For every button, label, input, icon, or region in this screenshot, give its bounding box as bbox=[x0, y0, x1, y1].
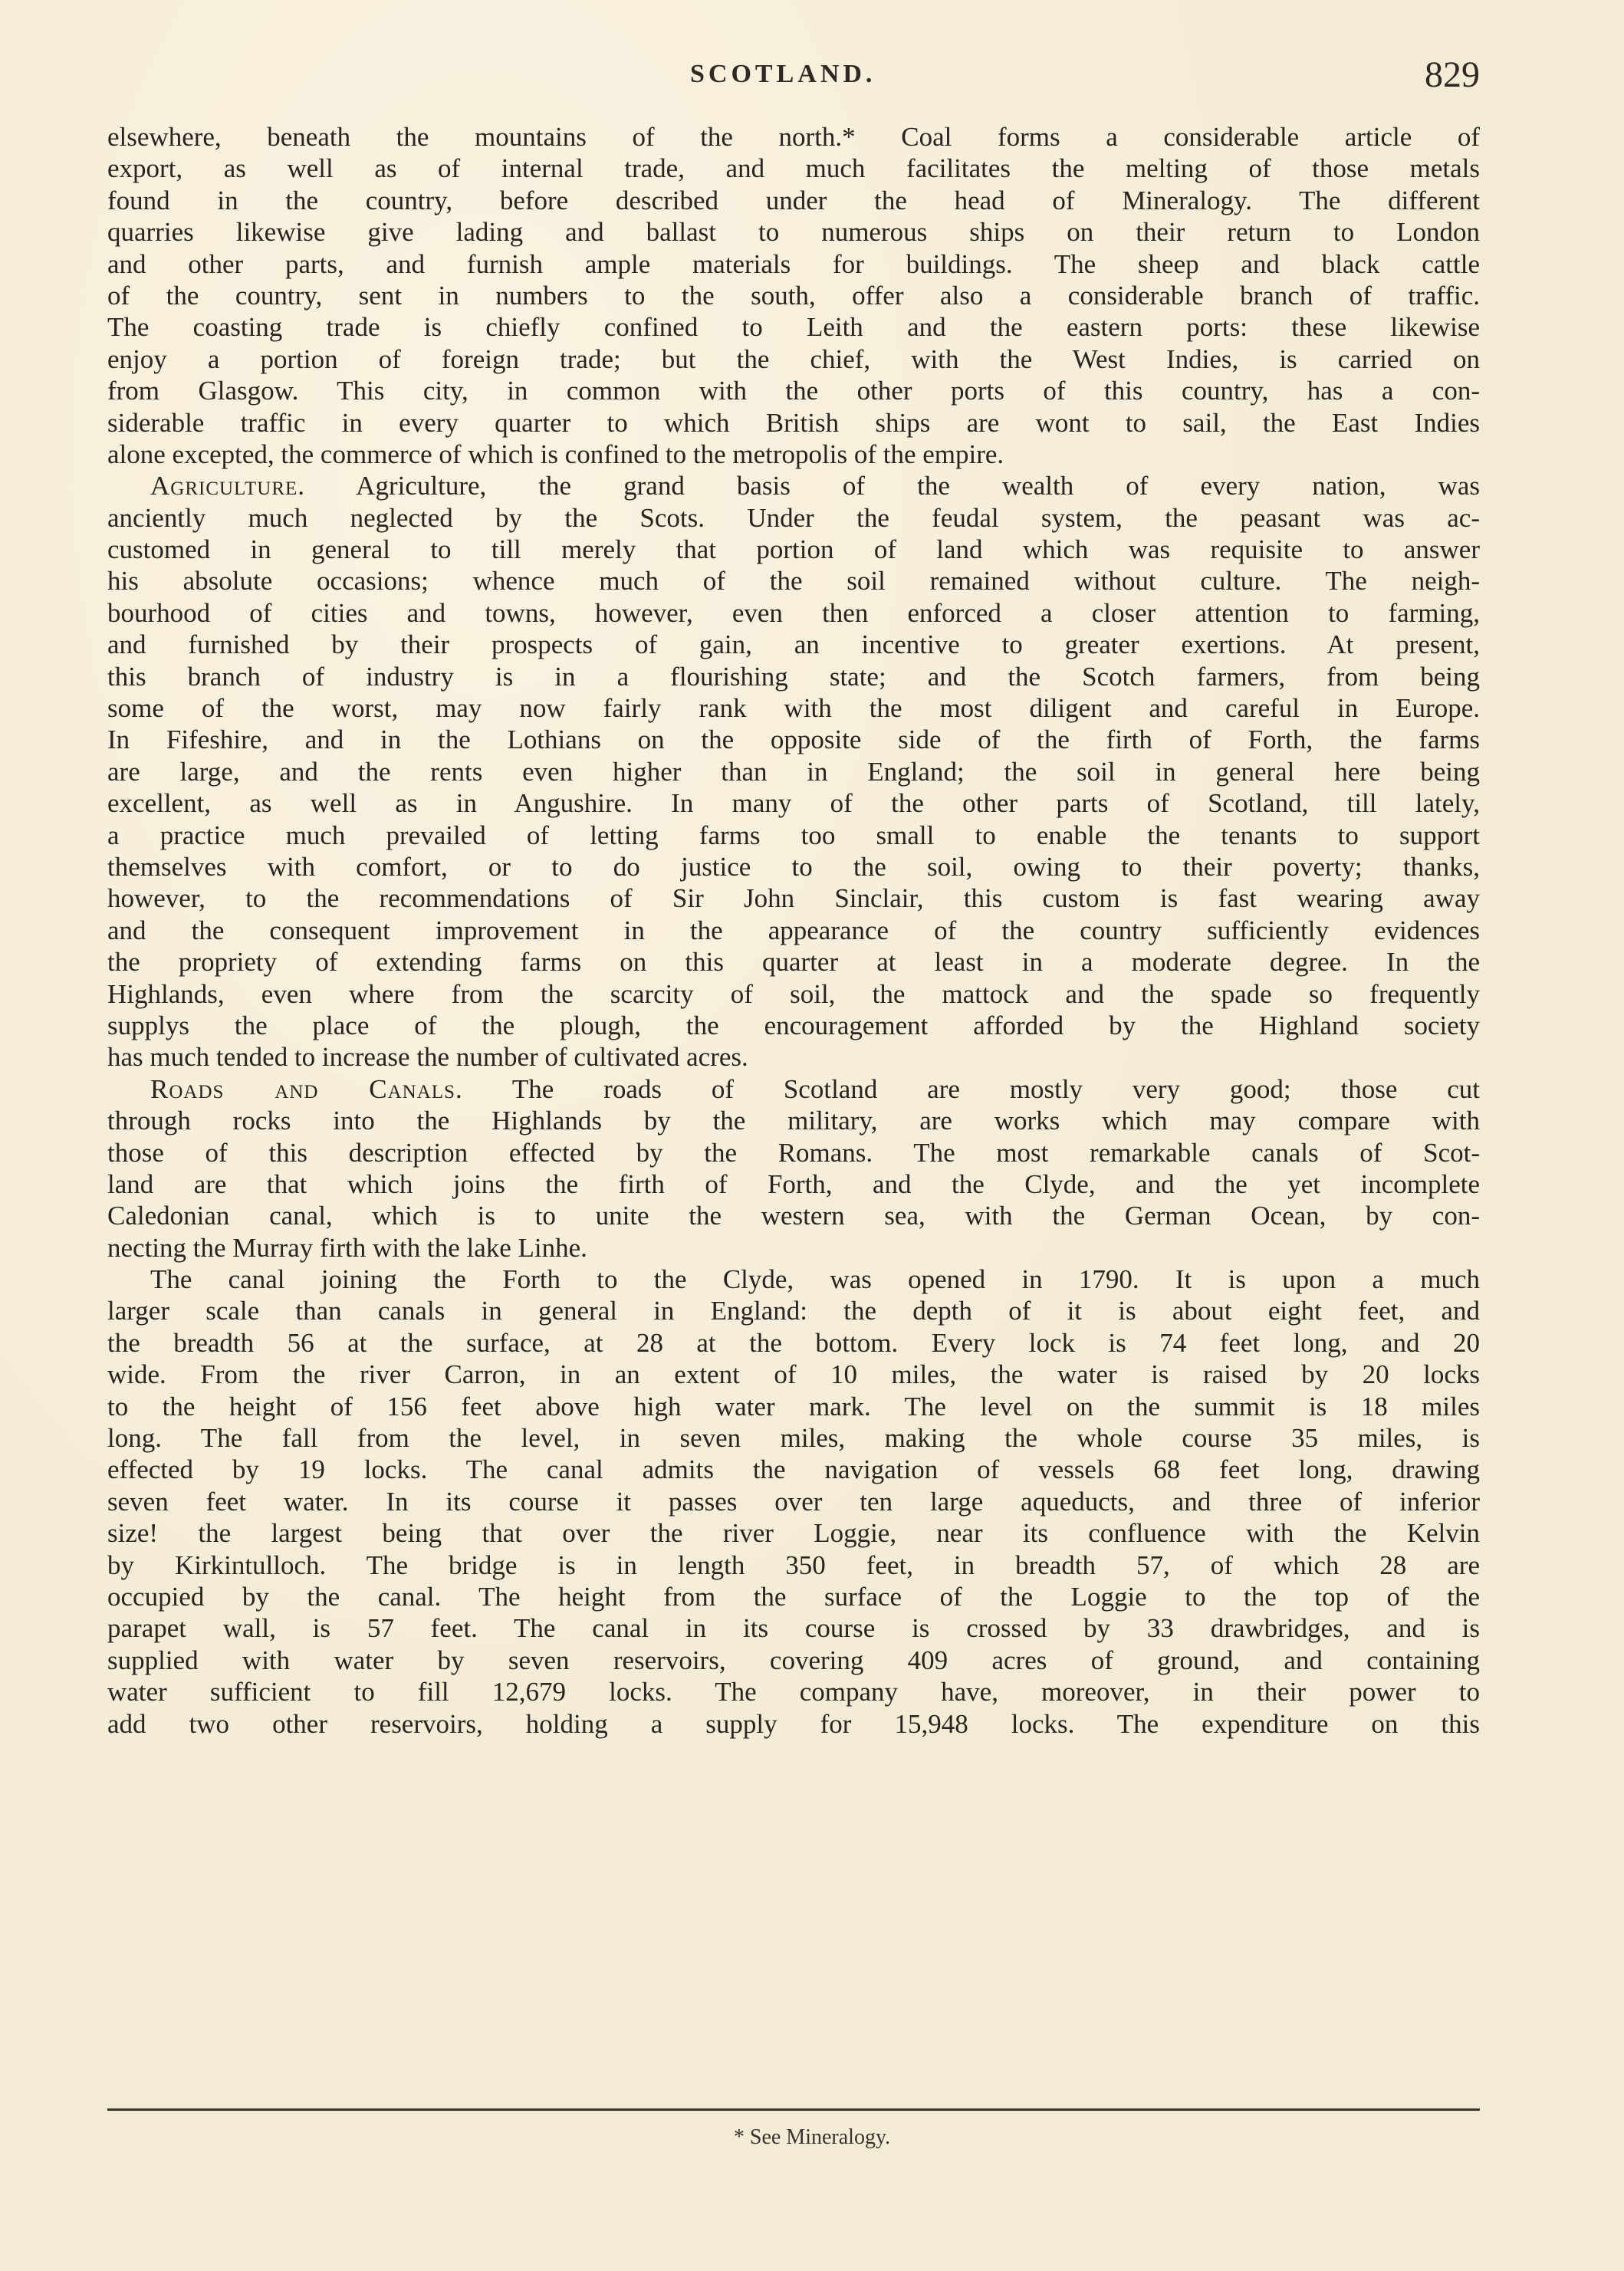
text-line: of the country, sent in numbers to the south, offer also a considerable branch of traffic. bbox=[107, 280, 1480, 311]
text-line: customed in general to till merely that portion of land which was requisite to answer bbox=[107, 534, 1480, 565]
text-line: a practice much prevailed of letting farms too small to enable the tenants to support bbox=[107, 820, 1480, 850]
text-line: by Kirkintulloch. The bridge is in length 350 feet, in breadth 57, of which 28 are bbox=[107, 1550, 1480, 1580]
text-line: The canal joining the Forth to the Clyde, was opened in 1790. It is upon a much bbox=[150, 1264, 1480, 1295]
text-line: found in the country, before described under the head of Mineralogy. The different bbox=[107, 185, 1480, 215]
text-line: export, as well as of internal trade, and much facilitates the melting of those metals bbox=[107, 153, 1480, 184]
text-line: those of this description effected by the Romans. The most remarkable canals of Scot- bbox=[107, 1137, 1480, 1168]
footnote: * See Mineralogy. bbox=[733, 2125, 891, 2149]
text-line: The coasting trade is chiefly confined to Leith and the eastern ports: these likewise bbox=[107, 312, 1480, 343]
text-line: In Fifeshire, and in the Lothians on the opposite side of the firth of Forth, the farms bbox=[107, 725, 1480, 755]
text-line: occupied by the canal. The height from the surface of the Loggie to the top of the bbox=[107, 1581, 1480, 1612]
text-line: themselves with comfort, or to do justice to the soil, owing to their poverty; thanks, bbox=[107, 851, 1480, 882]
text-line: seven feet water. In its course it passes over ten large aqueducts, and three of inferior bbox=[107, 1486, 1480, 1517]
text-line: elsewhere, beneath the mountains of the north.* Coal forms a considerable article of bbox=[107, 122, 1480, 152]
running-head: SCOTLAND. bbox=[690, 60, 876, 88]
text-line: siderable traffic in every quarter to which British ships are wont to sail, the East Indies bbox=[107, 407, 1480, 438]
section-heading-line: Roads and Canals. The roads of Scotland are mostly very good; those cut bbox=[150, 1073, 1480, 1104]
text-line: necting the Murray firth with the lake Linhe. bbox=[107, 1232, 587, 1263]
text-line: larger scale than canals in general in England: the depth of it is about eight feet, and bbox=[107, 1296, 1480, 1326]
text-line: bourhood of cities and towns, however, even then enforced a closer attention to farming, bbox=[107, 597, 1480, 628]
text-line: however, to the recommendations of Sir John Sinclair, this custom is fast wearing away bbox=[107, 883, 1480, 914]
body-text bbox=[107, 121, 1480, 1771]
text-line bbox=[107, 1740, 1480, 1771]
text-line: excellent, as well as in Angushire. In many of the other parts of Scotland, till lately, bbox=[107, 788, 1480, 819]
text-line: his absolute occasions; whence much of the soil remained without culture. The neigh- bbox=[107, 566, 1480, 597]
text-line: anciently much neglected by the Scots. Under the feudal system, the peasant was ac- bbox=[107, 502, 1480, 533]
text-line: supplied with water by seven reservoirs, covering 409 acres of ground, and containing bbox=[107, 1645, 1480, 1675]
text-line: alone excepted, the commerce of which is confined to the metropolis of the empire. bbox=[107, 439, 1004, 469]
text-line: land are that which joins the firth of Forth, and the Clyde, and the yet incomplete bbox=[107, 1168, 1480, 1199]
section-heading: Roads and Canals. bbox=[150, 1073, 463, 1104]
text-line: through rocks into the Highlands by the military, are works which may compare with bbox=[107, 1106, 1480, 1136]
section-heading-line: Agriculture. Agriculture, the grand basis of the wealth of every nation, was bbox=[150, 471, 1480, 501]
text-line: parapet wall, is 57 feet. The canal in its course is crossed by 33 drawbridges, and is bbox=[107, 1613, 1480, 1644]
text-line: the breadth 56 at the surface, at 28 at the bottom. Every lock is 74 feet long, and 20 bbox=[107, 1327, 1480, 1358]
text-line: Caledonian canal, which is to unite the western sea, with the German Ocean, by con- bbox=[107, 1201, 1480, 1231]
text-line: to the height of 156 feet above high water mark. The level on the summit is 18 miles bbox=[107, 1391, 1480, 1421]
text-line: supplys the place of the plough, the encouragement afforded by the Highland society bbox=[107, 1010, 1480, 1040]
text-line: and furnished by their prospects of gain, an incentive to greater exertions. At present, bbox=[107, 629, 1480, 660]
footnote-rule bbox=[107, 2108, 1480, 2111]
text-line: effected by 19 locks. The canal admits the navigation of vessels 68 feet long, drawing bbox=[107, 1454, 1480, 1485]
text-line: water sufficient to fill 12,679 locks. The company have, moreover, in their power to bbox=[107, 1677, 1480, 1707]
text-line: the propriety of extending farms on this quarter at least in a moderate degree. In the bbox=[107, 947, 1480, 978]
text-line: are large, and the rents even higher than in England; the soil in general here being bbox=[107, 756, 1480, 787]
text-line: some of the worst, may now fairly rank with the most diligent and careful in Europe. bbox=[107, 693, 1480, 724]
text-line: Highlands, even where from the scarcity of soil, the mattock and the spade so frequently bbox=[107, 978, 1480, 1009]
text-line: wide. From the river Carron, in an extent of 10 miles, the water is raised by 20 locks bbox=[107, 1359, 1480, 1390]
page-number: 829 bbox=[1425, 54, 1480, 95]
text-line: this branch of industry is in a flourishing state; and the Scotch farmers, from being bbox=[107, 661, 1480, 692]
text-line: from Glasgow. This city, in common with the other ports of this country, has a con- bbox=[107, 376, 1480, 406]
text-line: quarries likewise give lading and ballast to numerous ships on their return to London bbox=[107, 217, 1480, 248]
section-heading: Agriculture. bbox=[150, 471, 306, 501]
text-line: add two other reservoirs, holding a supply for 15,948 locks. The expenditure on this bbox=[107, 1708, 1480, 1739]
text-line: and other parts, and furnish ample materials for buildings. The sheep and black cattle bbox=[107, 248, 1480, 279]
text-line: long. The fall from the level, in seven miles, making the whole course 35 miles, is bbox=[107, 1423, 1480, 1454]
text-line: and the consequent improvement in the appearance of the country sufficiently evidences bbox=[107, 915, 1480, 945]
text-line: has much tended to increase the number of cultivated acres. bbox=[107, 1042, 748, 1073]
page-header bbox=[107, 54, 1480, 107]
text-line: size! the largest being that over the river Loggie, near its confluence with the Kelvin bbox=[107, 1518, 1480, 1549]
text-line: enjoy a portion of foreign trade; but the chief, with the West Indies, is carried on bbox=[107, 343, 1480, 374]
